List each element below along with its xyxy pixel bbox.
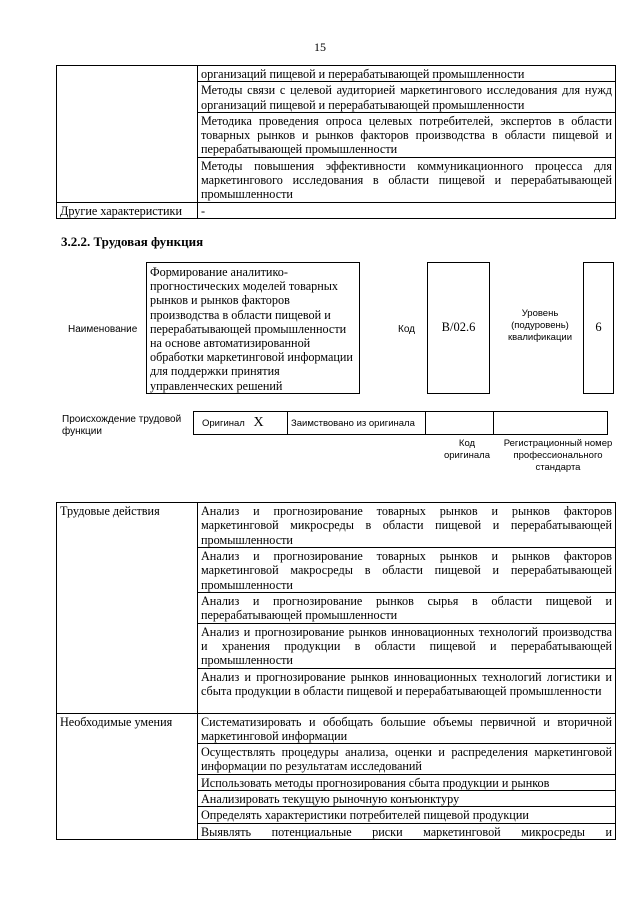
original-code-caption: Код оригинала (443, 438, 490, 461)
original-label: Оригинал (194, 412, 254, 435)
name-label: Наименование (68, 324, 138, 335)
required-skills-label: Необходимые умения (57, 713, 198, 839)
code-label: Код (398, 324, 416, 335)
skill-item: Выявлять потенциальные риски маркетинговой микросреды и (198, 823, 616, 839)
level-box: 6 (583, 262, 614, 394)
skill-item: Определять характеристики потребителей пищевой продукции (198, 807, 616, 823)
original-code-cell (426, 412, 494, 435)
other-characteristics-value: - (198, 202, 616, 218)
labor-action-item: Анализ и прогнозирование товарных рынков и рынков факторов маркетинговой микросреды в области пищевой и перерабатывающей промышленности (198, 503, 616, 548)
skill-item: Использовать методы прогнозирования сбыта продукции и рынков (198, 774, 616, 790)
knowledge-item: организаций пищевой и перерабатывающей промышленности (198, 66, 616, 82)
registration-number-cell (494, 412, 608, 435)
skill-item: Анализировать текущую рыночную конъюнктуру (198, 791, 616, 807)
top-characteristics-table (56, 65, 616, 219)
skill-item: Систематизировать и обобщать большие объемы первичной и вторичной маркетинговой информации (198, 713, 616, 744)
knowledge-item: Методы связи с целевой аудиторией маркетингового исследования для нужд организаций пищевой и перерабатывающей промышленности (198, 82, 616, 113)
knowledge-item: Методика проведения опроса целевых потребителей, экспертов в области товарных рынков и рынков факторов производства в области пищевой и перерабатывающей промышленности (198, 112, 616, 157)
labor-action-item: Анализ и прогнозирование рынков инновационных технологий логистики и сбыта продукции в области пищевой и перерабатывающей промышленности (198, 668, 616, 713)
labor-action-item: Анализ и прогнозирование рынков сырья в области пищевой и перерабатывающей промышленности (198, 593, 616, 624)
labor-action-item: Анализ и прогнозирование рынков инновационных технологий производства и хранения продукции в области пищевой и перерабатывающей промышленности (198, 623, 616, 668)
function-name-box: Формирование аналитико-прогностических моделей товарных рынков и рынков факторов производства в области пищевой и перерабатывающей промышленности на основе автоматизированной обработки маркетинговой информации для поддержки принятия управленческих решений (146, 262, 360, 394)
section-title: 3.2.2. Трудовая функция (61, 234, 204, 249)
skill-item: Осуществлять процедуры анализа, оценки и распределения маркетинговой информации по результатам исследований (198, 744, 616, 775)
knowledge-label-cell (57, 66, 198, 203)
original-mark: X (254, 412, 288, 435)
labor-function-table (56, 502, 616, 840)
other-characteristics-label: Другие характеристики (57, 202, 198, 218)
labor-actions-label: Трудовые действия (57, 503, 198, 714)
origin-label: Происхождение трудовой функции (62, 414, 182, 437)
registration-number-caption: Регистрационный номер профессионального стандарта (503, 438, 613, 473)
code-box: B/02.6 (427, 262, 490, 394)
page-number: 15 (314, 40, 326, 54)
knowledge-item: Методы повышения эффективности коммуникационного процесса для маркетингового исследования в области пищевой и перерабатывающей промышленности (198, 157, 616, 202)
borrowed-label: Заимствовано из оригинала (288, 412, 426, 435)
labor-action-item: Анализ и прогнозирование товарных рынков и рынков факторов маркетинговой макросреды в области пищевой и перерабатывающей промышленности (198, 548, 616, 593)
level-label: Уровень (подуровень) квалификации (507, 308, 573, 343)
origin-table (193, 411, 608, 435)
